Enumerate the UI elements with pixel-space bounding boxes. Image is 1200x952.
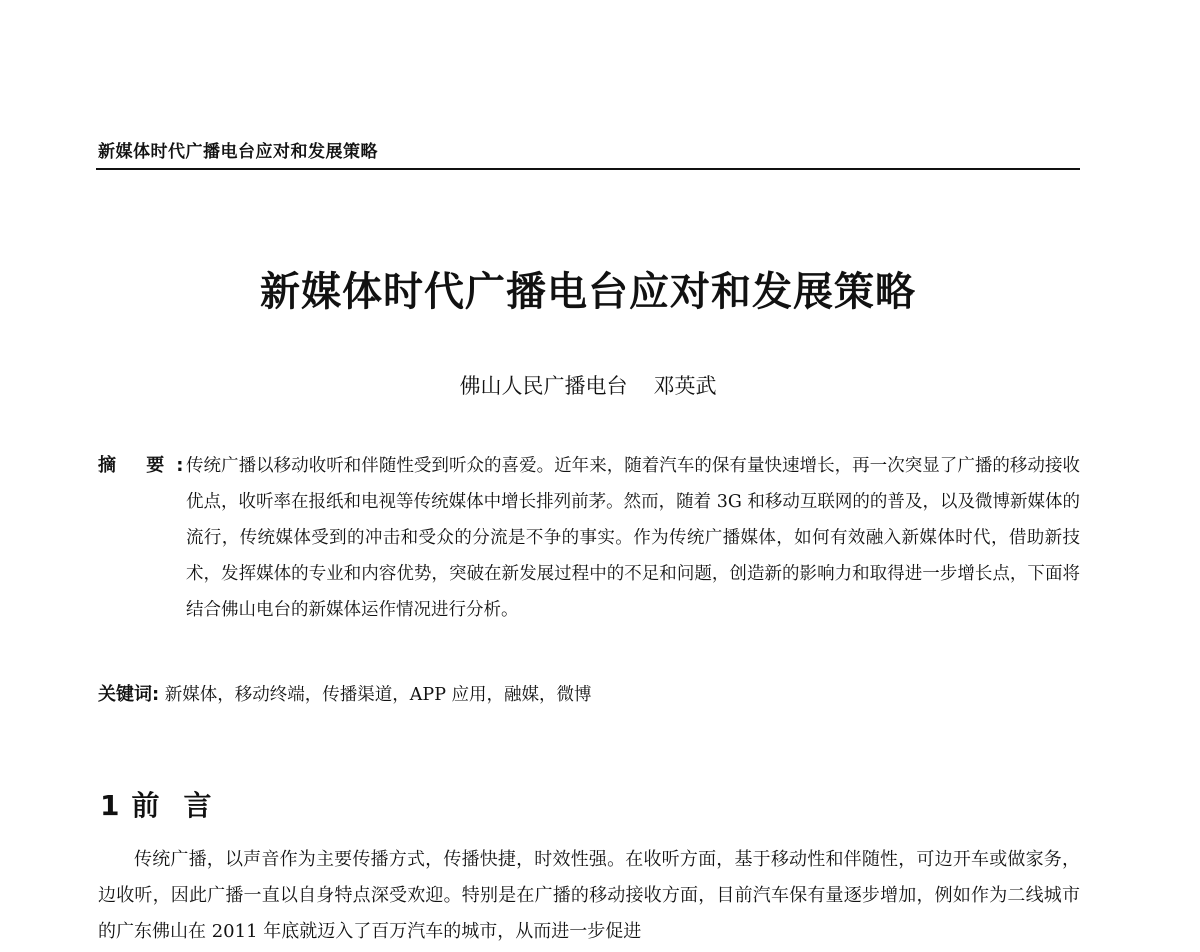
abstract [98, 448, 1080, 628]
abstract-label: 摘 要: [98, 455, 196, 476]
author-name: 邓英武 [653, 374, 717, 398]
paper-title: 新媒体时代广播电台应对和发展策略 [260, 269, 916, 315]
section-heading [100, 786, 236, 826]
keywords-text: 新媒体，移动终端，传播渠道，APP 应用，融媒，微博 [164, 685, 592, 705]
section-number: 1 [100, 789, 120, 822]
header-rule [96, 168, 1080, 170]
keywords [98, 680, 1080, 710]
body-paragraph: 传统广播，以声音作为主要传播方式，传播快捷，时效性强。在收听方面，基于移动性和伴随性，可边开车或做家务，边收听，因此广播一直以自身特点深受欢迎。特别是在广播的移动接收方面，目前汽车保有量逐步增加，例如作为二线城市的广东佛山在 2011 年底就迈入了百万汽车的城市，从而进一步促进 [98, 849, 1080, 942]
abstract-text: 传统广播以移动收听和伴随性受到听众的喜爱。近年来，随着汽车的保有量快速增长，再一次突显了广播的移动接收优点，收听率在报纸和电视等传统媒体中增长排列前茅。然而，随着 3G 和移动互联网的的普及，以及微博新媒体的流行，传统媒体受到的冲击和受众的分流是不争的事实。作为传统广播媒体，如何有效融入新媒体时代，借助新技术，发挥媒体的专业和内容优势，突破在新发展过程中的不足和问题，创造新的影响力和取得进一步增长点，下面将结合佛山电台的新媒体运作情况进行分析。 [186, 456, 1080, 620]
keywords-label: 关键词: [98, 684, 160, 705]
author-line [0, 370, 1176, 402]
section-title: 前言 [131, 789, 236, 822]
running-header: 新媒体时代广播电台应对和发展策略 [98, 142, 378, 162]
author-affiliation: 佛山人民广播电台 [459, 374, 628, 398]
